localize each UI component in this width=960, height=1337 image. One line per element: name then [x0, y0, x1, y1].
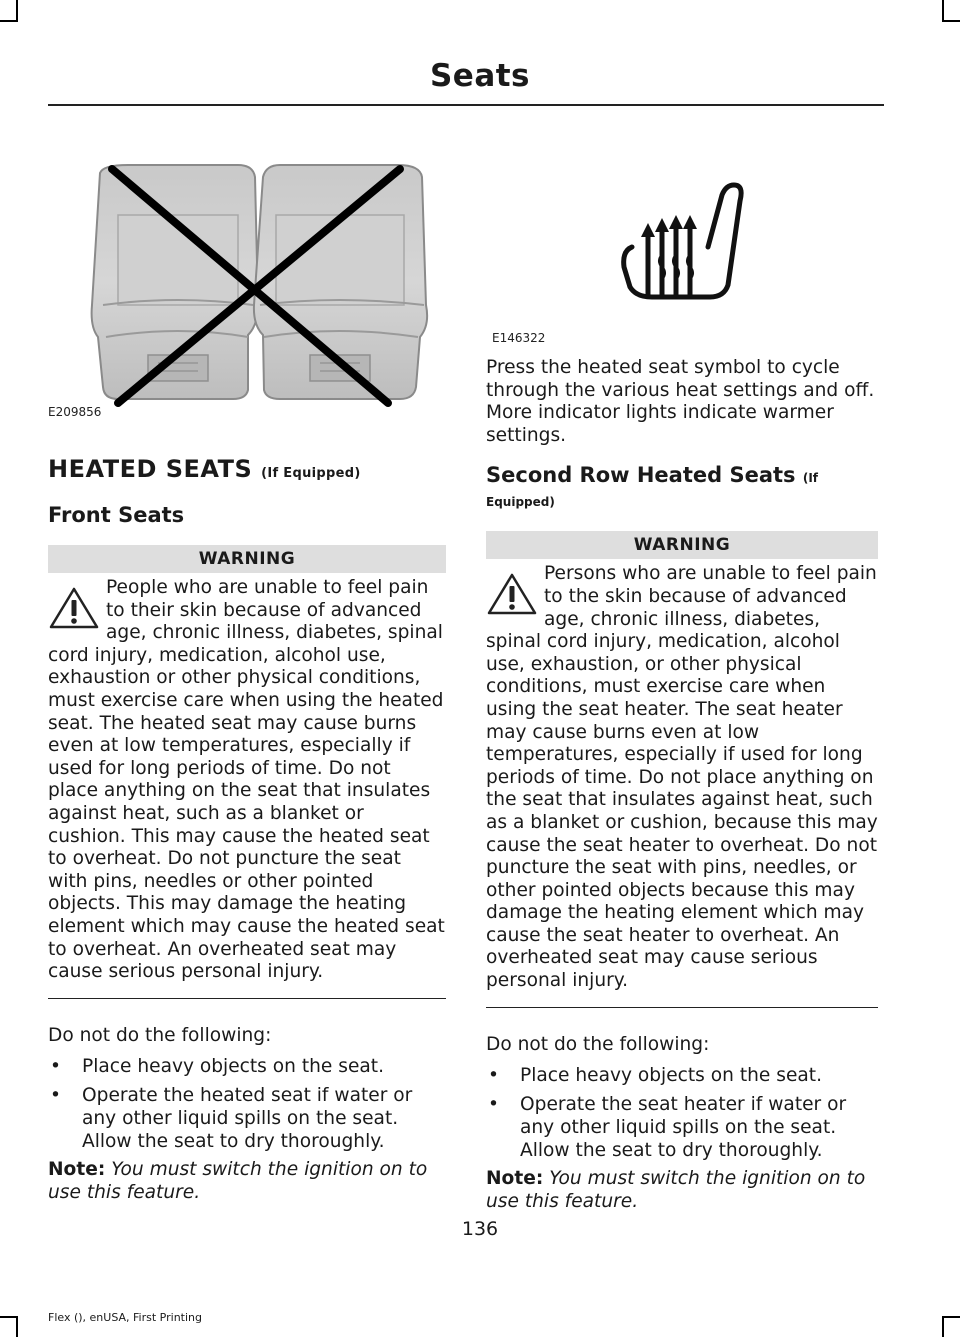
list-item-text: Operate the seat heater if water or any other liquid spills on the seat. Allow the seat to dry thoroughly.: [520, 1094, 847, 1161]
warning-triangle-icon: [486, 571, 538, 617]
page-number: 136: [461, 1218, 499, 1240]
section-qualifier: (If Equipped): [261, 466, 361, 481]
heated-seat-icon: [486, 155, 878, 345]
intro-text: Do not do the following:: [486, 1034, 710, 1056]
warning-triangle-icon: [48, 585, 100, 631]
warning-block: [486, 531, 878, 1008]
warning-label: WARNING: [48, 545, 446, 573]
section-title: Second Row Heated Seats: [486, 463, 796, 488]
list-item: [48, 1085, 446, 1153]
crop-mark: [942, 20, 960, 22]
intro-text: Do not do the following:: [48, 1025, 272, 1047]
crop-mark: [942, 1316, 944, 1337]
list-item-text: Place heavy objects on the seat.: [82, 1055, 384, 1077]
note-label: Note:: [486, 1168, 544, 1190]
bullet-marker: •: [50, 1055, 61, 1077]
note-label: Note:: [48, 1159, 106, 1181]
subsection-title: Front Seats: [48, 503, 185, 527]
list-item-text: Operate the heated seat if water or any other liquid spills on the seat. Allow the seat to dry thoroughly.: [82, 1085, 413, 1152]
left-column: [48, 155, 446, 1204]
warning-block: [48, 545, 446, 999]
list-item-text: Place heavy objects on the seat.: [520, 1064, 822, 1086]
warning-text: People who are unable to feel pain to their skin because of advanced age, chronic illness, diabetes, spinal cord injury, medication, alcohol use, exhaustion or other physical conditions, must exercise care when using the heated seat. The heated seat may cause burns even at low temperatures, especially if used for long periods of time. Do not place anything on the seat that insulates against heat, such as a blanket or cushion. This may cause the heated seat to overheat. Do not puncture the seat with pins, needles or other pointed objects. This may damage the heating element which may cause the heated seat to overheat. An overheated seat may cause serious personal injury.: [48, 577, 445, 983]
note-text: You must switch the ignition on to use this feature.: [48, 1159, 428, 1203]
header-divider: [48, 104, 884, 106]
bullet-marker: •: [488, 1094, 499, 1116]
note-text: You must switch the ignition on to use this feature.: [486, 1168, 866, 1212]
rear-seats-crossed-illustration: [48, 155, 446, 417]
figure-id: E146322: [492, 331, 546, 345]
list-item: [48, 1056, 446, 1079]
rear-seats-figure: [48, 155, 446, 417]
section-heading: [486, 463, 878, 511]
crop-mark: [16, 1316, 18, 1337]
crop-mark: [942, 1316, 960, 1318]
figure-id: E209856: [48, 405, 102, 419]
warning-label: WARNING: [486, 531, 878, 559]
footer-text: Flex (), enUSA, First Printing: [48, 1311, 202, 1324]
section-title: HEATED SEATS: [48, 455, 253, 483]
heated-seat-symbol-figure: [486, 155, 878, 345]
page-header-title: Seats: [429, 58, 531, 94]
crop-mark: [16, 0, 18, 20]
crop-mark: [0, 1316, 18, 1318]
note: [48, 1159, 446, 1204]
paragraph: Press the heated seat symbol to cycle through the various heat settings and off. More indicator lights indicate warmer settings.: [486, 357, 875, 446]
list-item: [486, 1065, 878, 1088]
section-heading: [48, 455, 446, 483]
warning-divider: [48, 998, 446, 1000]
crop-mark: [0, 20, 18, 22]
note: [486, 1168, 878, 1213]
section-qualifier: (If Equipped): [486, 471, 819, 510]
right-column: [486, 155, 878, 1213]
bullet-marker: •: [50, 1085, 61, 1107]
bullet-marker: •: [488, 1064, 499, 1086]
crop-mark: [942, 0, 944, 20]
warning-text: Persons who are unable to feel pain to the skin because of advanced age, chronic illness, diabetes, spinal cord injury, medication, alcohol use, exhaustion, or other physical conditions, must exercise care when using the seat heater. The seat heater may cause burns even at low temperatures, especially if used for long periods of time. Do not place anything on the seat that insulates against heat, such as a blanket or cushion, because this may cause the seat heater to overheat. Do not puncture the seat with pins, needles, or other pointed objects because this may damage the heating element which may cause the seat heater to overheat. An overheated seat may cause serious personal injury.: [486, 563, 878, 992]
warning-divider: [486, 1007, 878, 1009]
list-item: [486, 1094, 878, 1162]
